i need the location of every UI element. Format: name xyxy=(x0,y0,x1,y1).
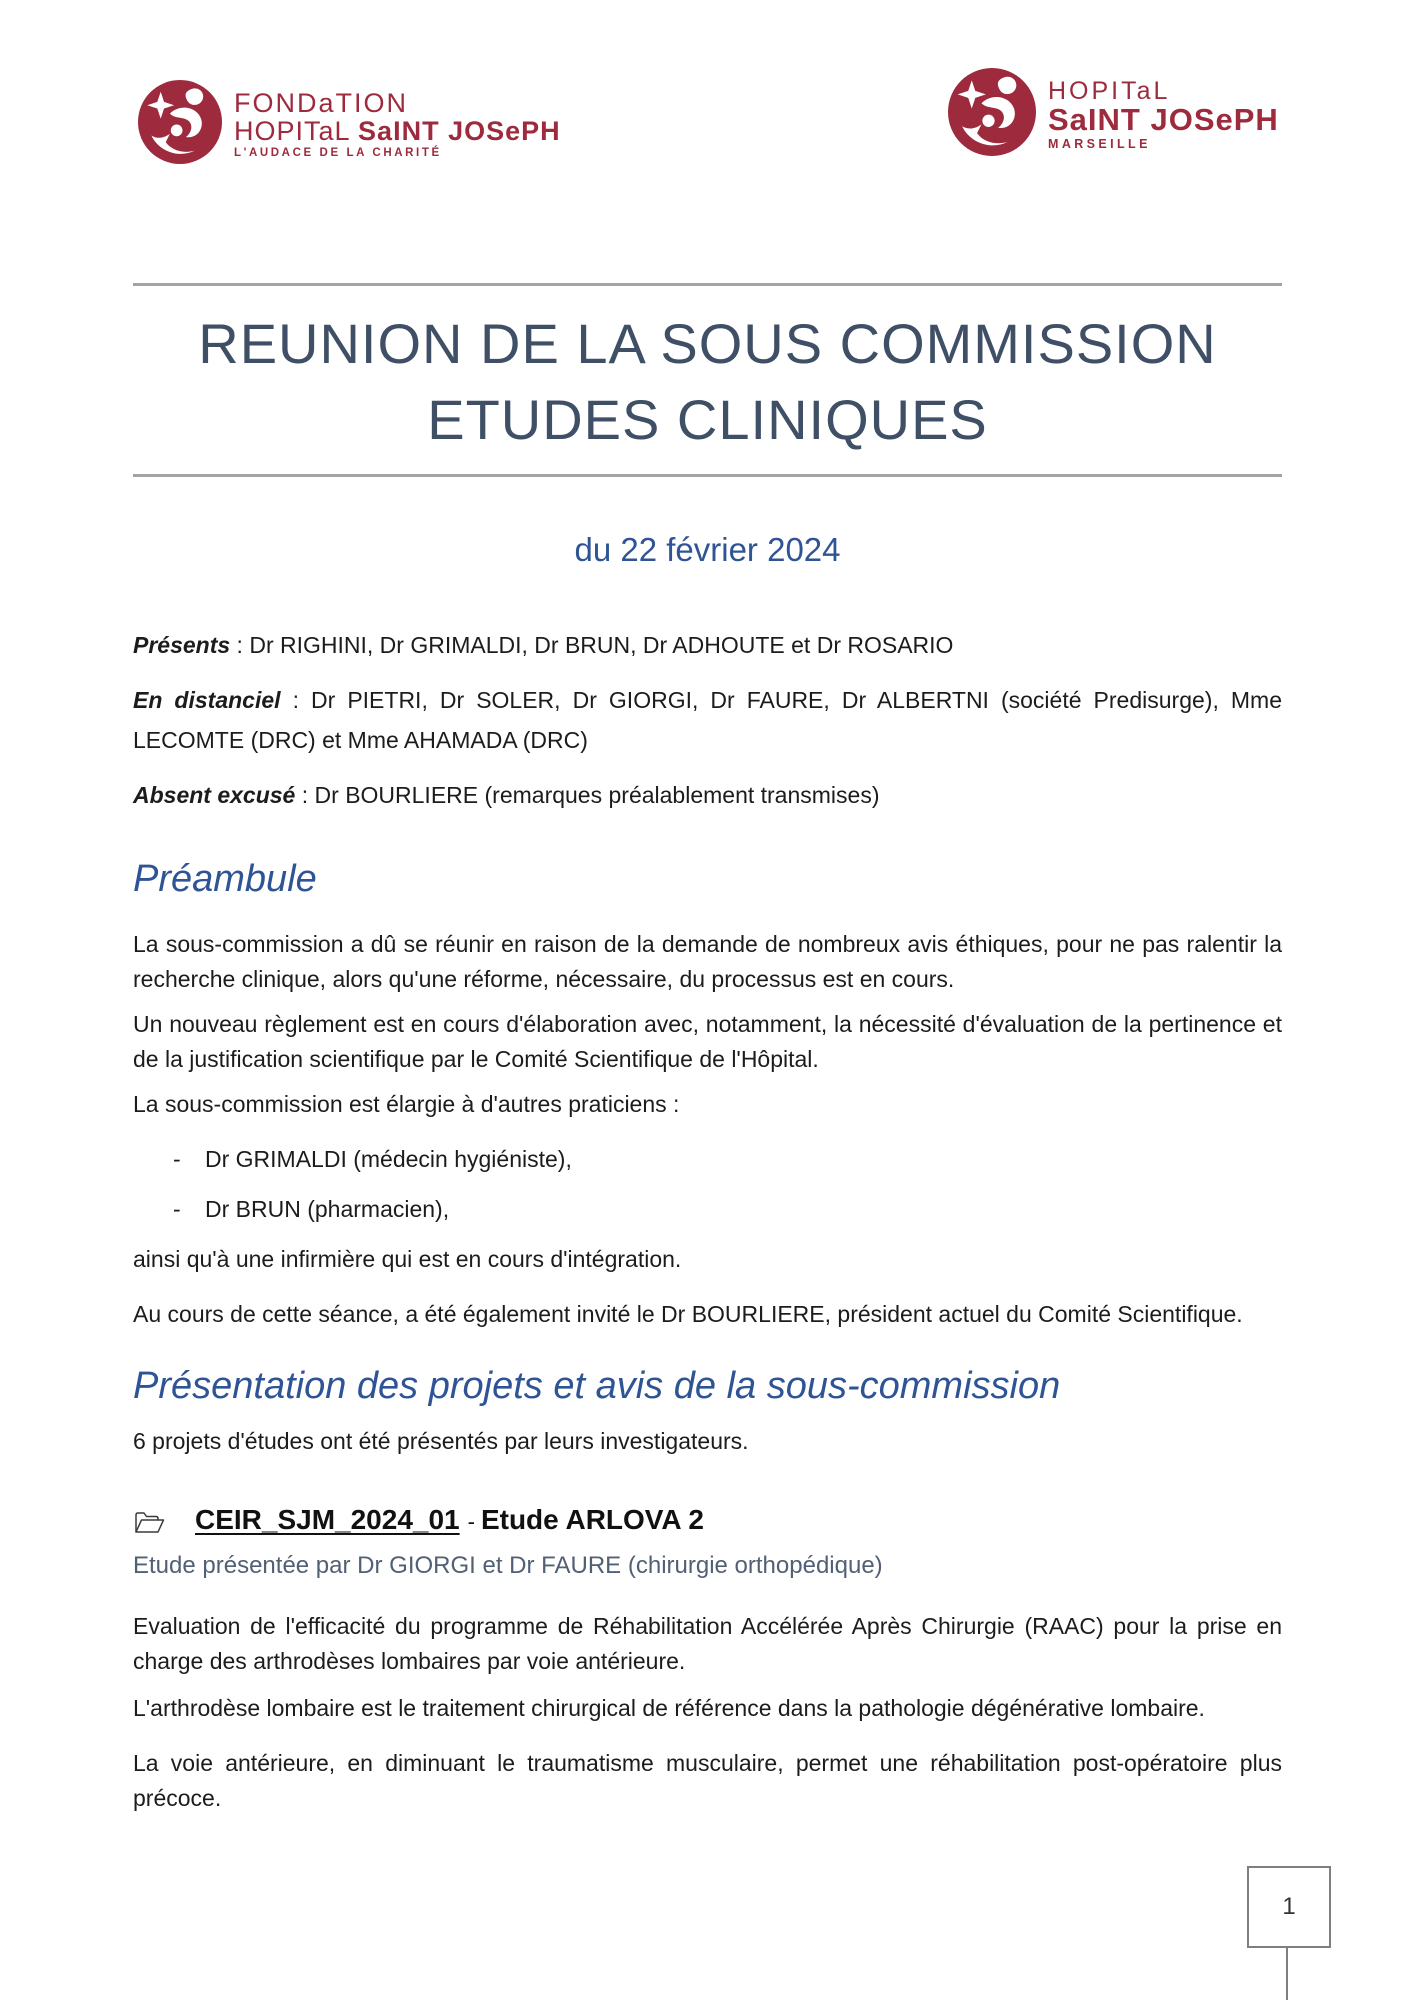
fondation-logo-line2: HOPITaL SaINT JOSePH xyxy=(234,116,561,147)
project-paragraph-3: La voie antérieure, en diminuant le traumatisme musculaire, permet une réhabilitation post-opératoire plus précoce. xyxy=(133,1750,1282,1811)
project-title xyxy=(195,1503,704,1539)
title-bottom-rule xyxy=(133,474,1282,477)
attendance-absent-text: : Dr BOURLIERE (remarques préalablement transmises) xyxy=(295,782,880,808)
hopital-logo-line1: HOPITaL xyxy=(1048,76,1171,105)
attendance-absent xyxy=(133,775,1282,815)
folder-icon xyxy=(133,1509,165,1537)
attendance-presents-text: : Dr RIGHINI, Dr GRIMALDI, Dr BRUN, Dr ADHOUTE et Dr ROSARIO xyxy=(230,632,954,658)
document-title-line1: REUNION DE LA SOUS COMMISSION xyxy=(198,312,1217,375)
fondation-logo-text xyxy=(234,89,561,160)
fondation-logo xyxy=(138,80,561,169)
hopital-logo-line3: MARSEILLE xyxy=(1048,137,1151,152)
list-item-text: Dr BRUN (pharmacien), xyxy=(205,1196,450,1222)
attendance-presents-label: Présents xyxy=(133,632,231,658)
section-heading-preambule: Préambule xyxy=(133,858,317,900)
project-code: CEIR_SJM_2024_01 xyxy=(195,1504,460,1535)
project-name: Etude ARLOVA 2 xyxy=(480,1504,704,1535)
hopital-logo-text xyxy=(1048,78,1279,151)
presentation-intro: 6 projets d'études ont été présentés par leurs investigateurs. xyxy=(133,1428,749,1454)
preambule-paragraph-2: Un nouveau règlement est en cours d'élaboration avec, notamment, la nécessité d'évaluation de la pertinence et de la justification scientifique par le Comité Scientifique de l'Hôpital. xyxy=(133,1011,1282,1072)
attendance-presents xyxy=(133,625,1282,665)
page-number-accent-line xyxy=(1286,1946,1288,2000)
meeting-date: du 22 février 2024 xyxy=(574,531,841,568)
preambule-paragraph-5: Au cours de cette séance, a été également invité le Dr BOURLIERE, président actuel du Comité Scientifique. xyxy=(133,1301,1243,1327)
attendance-distanciel-label: En distanciel xyxy=(133,687,281,713)
project-paragraph-2: L'arthrodèse lombaire est le traitement chirurgical de référence dans la pathologie dégénérative lombaire. xyxy=(133,1695,1205,1721)
preambule-paragraph-1: La sous-commission a dû se réunir en raison de la demande de nombreux avis éthiques, pour ne pas ralentir la recherche clinique, alors qu'une réforme, nécessaire, du processus est en cours. xyxy=(133,931,1282,992)
hopital-logo-icon xyxy=(948,68,1036,161)
attendance-distanciel xyxy=(133,680,1282,760)
fondation-logo-tagline: L'AUDACE DE LA CHARITÉ xyxy=(234,147,442,160)
project-heading-row xyxy=(133,1503,1282,1539)
list-item-marker: - xyxy=(173,1196,181,1222)
document-body xyxy=(133,283,1282,1816)
list-item xyxy=(133,1142,1282,1177)
document-title-line2: ETUDES CLINIQUES xyxy=(427,388,988,451)
hopital-logo xyxy=(948,68,1279,161)
title-top-rule xyxy=(133,283,1282,286)
fondation-logo-line1: FONDaTION xyxy=(234,87,409,118)
project-subtitle: Etude présentée par Dr GIORGI et Dr FAURE (chirurgie orthopédique) xyxy=(133,1552,883,1579)
preambule-paragraph-3: La sous-commission est élargie à d'autres praticiens : xyxy=(133,1091,680,1117)
list-item-text: Dr GRIMALDI (médecin hygiéniste), xyxy=(205,1146,572,1172)
project-title-dash: - xyxy=(467,1509,475,1534)
list-item-marker: - xyxy=(173,1146,181,1172)
page-number-box xyxy=(1247,1866,1331,1948)
hopital-logo-line2: SaINT JOSePH xyxy=(1048,101,1279,137)
section-heading-presentation: Présentation des projets et avis de la sous-commission xyxy=(133,1365,1061,1407)
attendance-section xyxy=(133,625,1282,815)
document-title xyxy=(133,306,1282,458)
preambule-paragraph-4: ainsi qu'à une infirmière qui est en cours d'intégration. xyxy=(133,1246,682,1272)
list-item xyxy=(133,1192,1282,1227)
page-number: 1 xyxy=(1282,1893,1296,1920)
attendance-distanciel-text: : Dr PIETRI, Dr SOLER, Dr GIORGI, Dr FAURE, Dr ALBERTNI (société Predisurge), Mme LECOMTE (DRC) et Mme AHAMADA (DRC) xyxy=(133,687,1282,753)
attendance-absent-label: Absent excusé xyxy=(133,782,296,808)
project-paragraph-1: Evaluation de l'efficacité du programme de Réhabilitation Accélérée Après Chirurgie (RAAC) pour la prise en charge des arthrodèses lombaires par voie antérieure. xyxy=(133,1613,1282,1674)
fondation-logo-icon xyxy=(138,80,222,169)
